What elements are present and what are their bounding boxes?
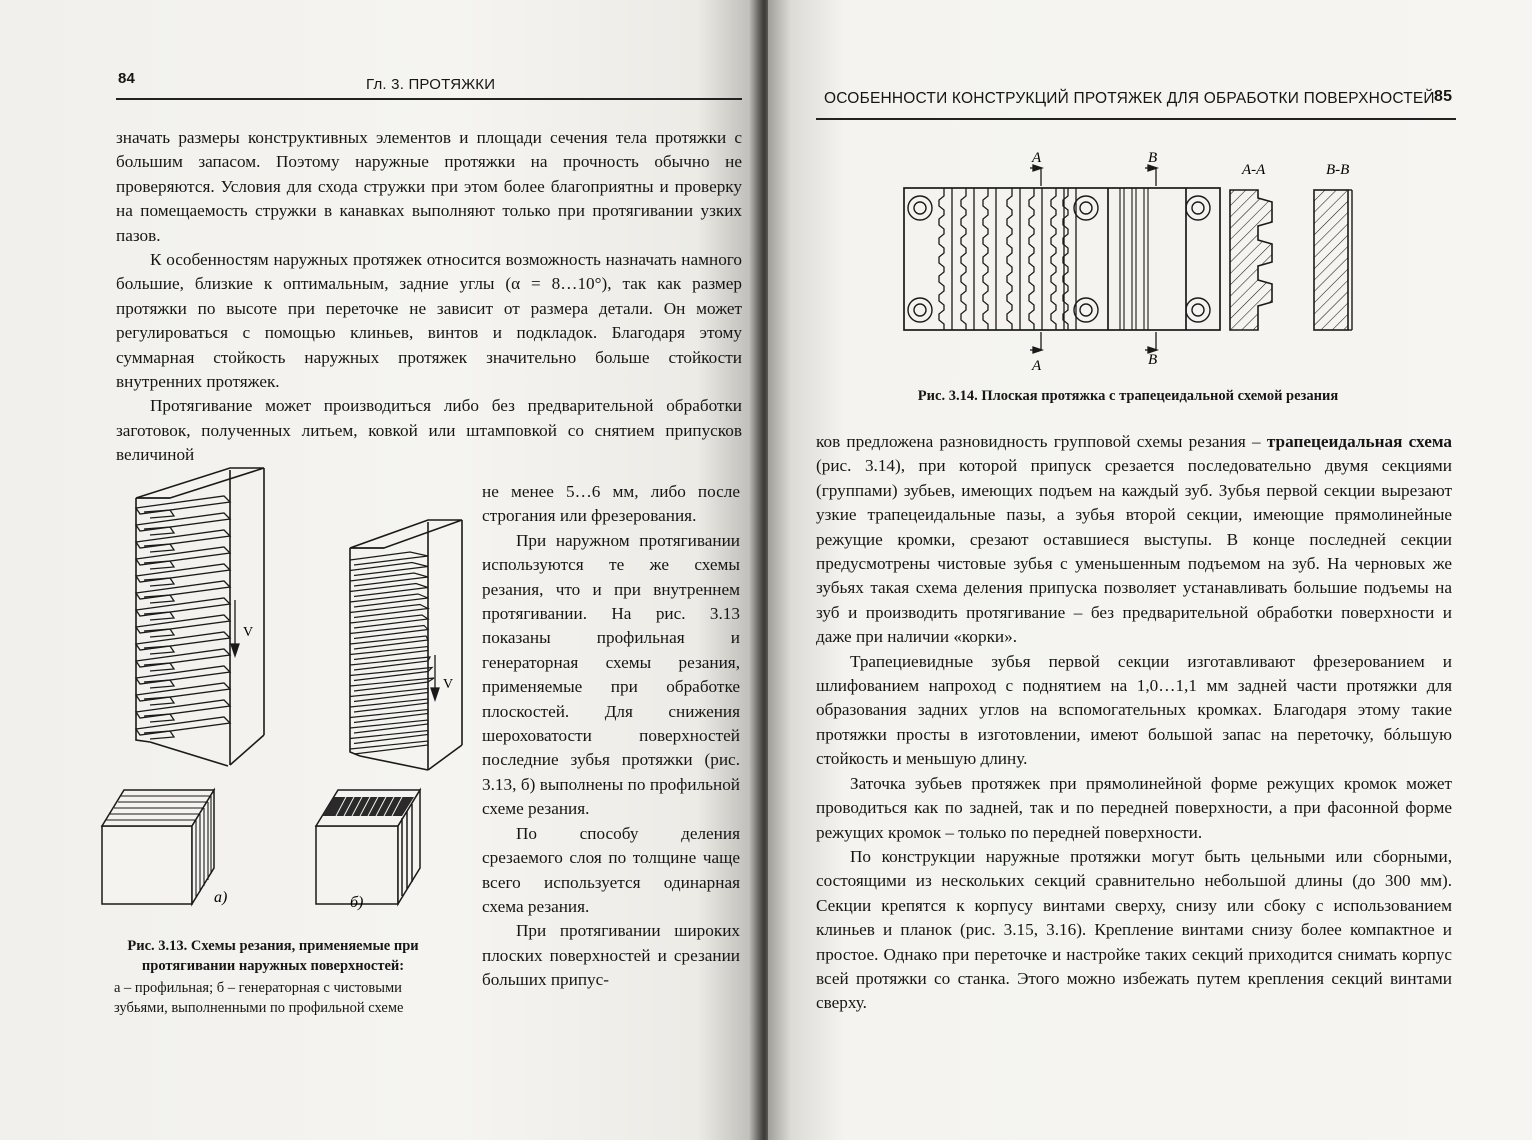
term-trapezoid-scheme: трапецеидальная схема	[1266, 432, 1453, 451]
tooth-a-notch	[144, 697, 174, 705]
right-paragraph-1-start: ков предложена разновидность групповой схемы резания –	[816, 432, 1267, 451]
left-running-head: Гл. 3. ПРОТЯЖКИ	[366, 76, 496, 93]
velocity-arrow-b	[431, 655, 439, 700]
figure-3-14-caption	[828, 386, 1428, 406]
right-page-number: 85	[1434, 88, 1453, 105]
figure-3-13-caption-title	[108, 936, 438, 976]
side-paragraph-3: По способу деления срезаемого слоя по толщине чаще всего используется одинарная схема резания.	[482, 823, 740, 916]
tooth-a-notch	[144, 663, 174, 671]
broach-b-teeth	[350, 552, 434, 754]
section-aa-profile	[1230, 190, 1272, 330]
right-paragraph-2: Трапециевидные зубья первой секции изготавливают фрезерованием и шлифованием напроход с поднятием на 1,0…1,1 мм задней части протяжки для образования задних углов на вспомогательных кромках. Благодаря этому такие протяжки просты в изготовлении, имеют большой запас на переточку, бóльшую стойкость и меньшую длину.	[816, 651, 1452, 769]
velocity-label-b: V	[443, 677, 454, 692]
tooth-a-notch	[144, 714, 174, 722]
tooth-a-notch	[144, 527, 174, 535]
figure-label-a: а)	[214, 889, 228, 906]
section-bb-profile	[1314, 190, 1348, 330]
side-paragraph-1: не менее 5…6 мм, либо после строгания или фрезерования.	[482, 482, 740, 526]
tooth-a-notch	[144, 680, 174, 688]
right-paragraph-3: Заточка зубьев протяжек при прямолинейной форме режущих кромок может проводиться как по задней, так и по передней поверхности, а при фасонной форме режущих кромок – только по передней поверхности.	[816, 773, 1452, 842]
workpiece-a	[102, 790, 214, 904]
tooth-a-notch	[144, 561, 174, 569]
right-body-text	[816, 430, 1452, 1016]
right-paragraph-1-rest: (рис. 3.14), при которой припуск срезается последовательно двумя секциями (группами) зубьев, имеющих подъем на каждый зуб. Зубья первой секции вырезают узкие трапецеидальные пазы, а зубья второй секции, имеющие прямолинейные режущие кромки, срезают оставшиеся выступы. В конце последней секции предусмотрены чистовые зубья с уменьшенным подъемом на зуб. На черновых же зубьях такая схема деления припуска позволяет устанавливать большие подъемы на зуб и производить протягивание – без предварительной обработки поверхности и даже при наличии «корки».	[816, 456, 1452, 647]
right-running-head: ОСОБЕННОСТИ КОНСТРУКЦИЙ ПРОТЯЖЕК ДЛЯ ОБРАБОТКИ ПОВЕРХНОСТЕЙ	[824, 90, 1435, 107]
right-page	[768, 0, 1532, 1140]
velocity-label-a: V	[243, 625, 254, 640]
side-paragraph-2: При наружном протягивании используются те же схемы резания, что и при внутреннем протягивании. На рис. 3.13 показаны профильная и генераторная схемы резания, применяемые при обработке плоскостей. Для снижения шероховатости поверхностей последние зубья протяжки (рис. 3.13, б) выполнены по профильной схеме резания.	[482, 530, 740, 819]
left-paragraph-3: Протягивание может производиться либо без предварительной обработки заготовок, полученных литьем, ковкой или штамповкой со снятием припусков величиной	[116, 396, 742, 465]
workpiece-b	[316, 790, 420, 904]
velocity-arrow-a	[231, 600, 239, 656]
tooth-a-notch	[144, 646, 174, 654]
side-paragraph-4: При протягивании широких плоских поверхностей и срезании больших припус-	[482, 921, 740, 990]
view-label-aa: A-A	[1242, 162, 1266, 178]
right-paragraph-1	[816, 430, 1452, 650]
broach-a-teeth	[136, 496, 230, 739]
view-label-bb: B-B	[1326, 162, 1350, 178]
figure-3-13-caption-body: а – профильная; б – генераторная с чистовыми зубьями, выполненными по профильной схеме	[114, 980, 404, 1016]
figure-label-b: б)	[350, 894, 364, 911]
left-page	[0, 0, 758, 1140]
figure-3-14-caption-text: Рис. 3.14. Плоская протяжка с трапецеидальной схемой резания	[917, 388, 1339, 404]
figure-3-13-caption-bold: Рис. 3.13. Схемы резания, применяемые при протягивании наружных поверхностей:	[127, 938, 419, 974]
left-page-number: 84	[118, 70, 136, 87]
tooth-a-notch	[144, 595, 174, 603]
section-label-b-top: B	[1148, 150, 1158, 166]
tooth-a-notch	[144, 544, 174, 552]
tooth-a-notch	[144, 510, 174, 518]
section-label-b-bottom: B	[1148, 352, 1158, 368]
tooth-a-notch	[144, 612, 174, 620]
tooth-a-notch	[144, 629, 174, 637]
tooth-a-notch	[144, 731, 174, 739]
section-label-a-top: A	[1032, 150, 1042, 166]
section-label-a-bottom: A	[1032, 358, 1042, 374]
left-paragraph-1: значать размеры конструктивных элементов и площади сечения тела протяжки с большим запасом. Поэтому наружные протяжки на прочность обычно не проверяются. Условия для схода стружки при этом более благоприятны и проверку на помещаемость стружки в канавках выполняют только при протягивании узких пазов.	[116, 128, 742, 245]
tooth-a-notch	[144, 578, 174, 586]
right-paragraph-4: По конструкции наружные протяжки могут быть цельными или сборными, состоящими из нескольких секций сравнительно небольшой длины (до 300 мм). Секции крепятся к корпусу винтами сверху, снизу или сбоку с использованием клиньев и планок (рис. 3.15, 3.16). Крепление винтами снизу более компактное и простое. Однако при переточке и настройке таких секций приходится снимать корпус всей протяжки со станка. Этого можно избежать путем крепления секций винтами сверху.	[816, 846, 1452, 1013]
left-paragraph-2: К особенностям наружных протяжек относится возможность назначать намного большие, близкие к оптимальным, задние углы (α = 8…10°), так как размер протяжки по высоте при переточке не зависит от размера детали. Он может регулироваться с помощью клиньев, винтов и подкладок. Благодаря этому суммарная стойкость наружных протяжек значительно больше стойкости внутренних протяжек.	[116, 250, 742, 392]
